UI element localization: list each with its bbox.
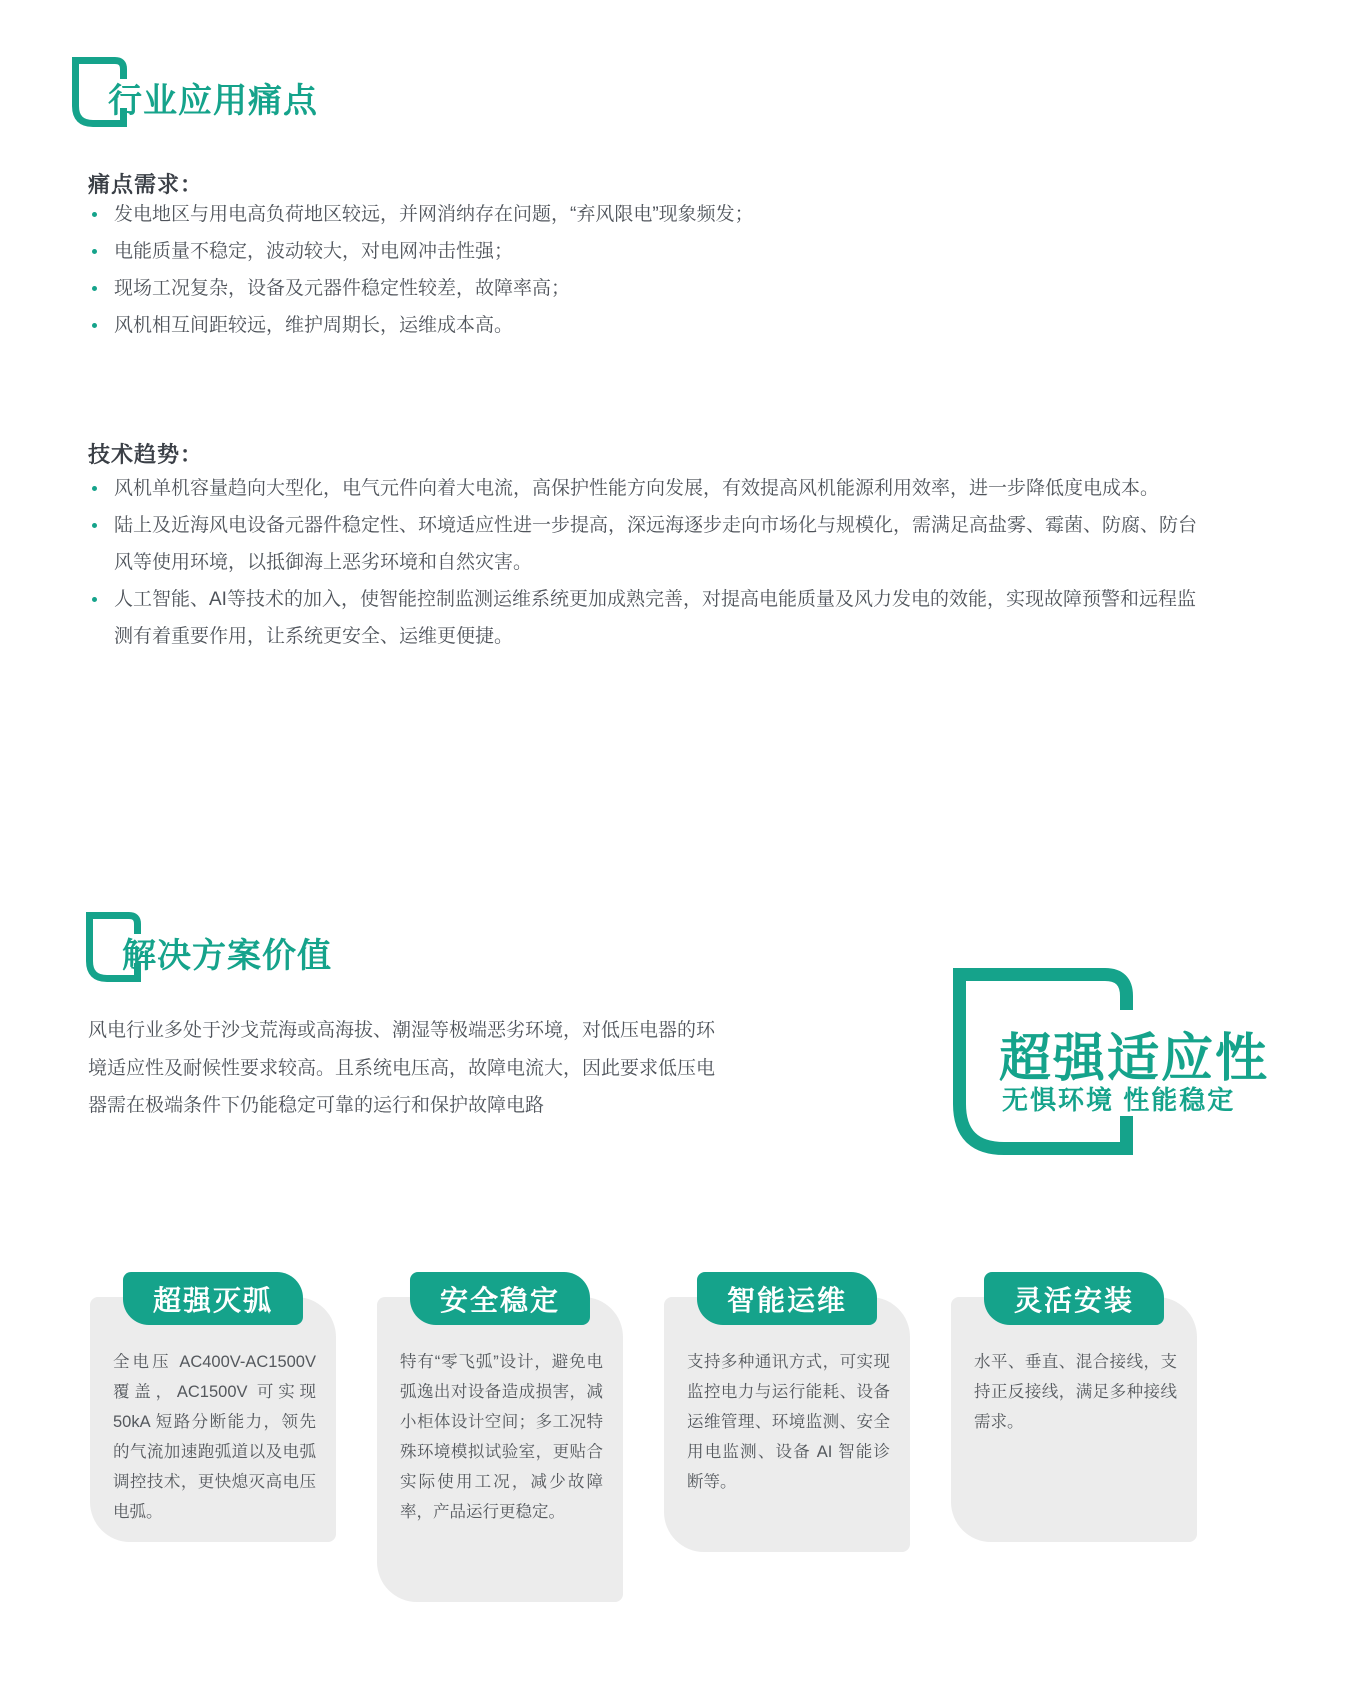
bullet-dot-icon [92, 486, 97, 491]
pain-section-header [72, 57, 472, 127]
card-title-pill: 智能运维 [697, 1272, 877, 1325]
list-item [88, 470, 1198, 507]
feature-subline: 无惧环境 性能稳定 [1002, 1085, 1236, 1115]
pain-trends-list [88, 470, 1198, 655]
bullet-dot-icon [92, 249, 97, 254]
card-flexible-install [951, 1284, 1197, 1542]
card-title-pill: 安全稳定 [410, 1272, 590, 1325]
card-arc-extinguishing [90, 1284, 336, 1542]
card-body-text: 水平、垂直、混合接线，支持正反接线，满足多种接线需求。 [974, 1353, 1177, 1431]
list-item [88, 307, 1198, 344]
list-item [88, 507, 1198, 581]
pain-trends-heading: 技术趋势： [88, 442, 204, 467]
pain-section-title: 行业应用痛点 [108, 82, 318, 120]
value-section-header [86, 912, 486, 982]
bullet-dot-icon [92, 212, 97, 217]
list-item [88, 233, 1198, 270]
bullet-dot-icon [92, 523, 97, 528]
list-item-text: 风机相互间距较远，维护周期长，运维成本高。 [114, 315, 514, 336]
pain-needs-heading: 痛点需求： [88, 172, 204, 197]
card-body-text: 支持多种通讯方式，可实现监控电力与运行能耗、设备运维管理、环境监测、安全用电监测、设备 AI 智能诊断等。 [687, 1353, 890, 1491]
pain-needs-list [88, 196, 1198, 344]
list-item [88, 270, 1198, 307]
feature-headline: 超强适应性 [999, 1030, 1270, 1088]
card-title-pill: 超强灭弧 [123, 1272, 303, 1325]
value-section-title: 解决方案价值 [122, 937, 332, 975]
list-item-text: 陆上及近海风电设备元器件稳定性、环境适应性进一步提高，深远海逐步走向市场化与规模化，需满足高盐雾、霉菌、防腐、防台风等使用环境，以抵御海上恶劣环境和自然灾害。 [114, 515, 1198, 573]
list-item [88, 196, 1198, 233]
feature-badge [953, 968, 1293, 1158]
card-safety-stability [377, 1284, 623, 1602]
list-item-text: 人工智能、AI等技术的加入，使智能控制监测运维系统更加成熟完善，对提高电能质量及风力发电的效能，实现故障预警和远程监测有着重要作用，让系统更安全、运维更便捷。 [114, 589, 1196, 647]
bullet-dot-icon [92, 597, 97, 602]
card-smart-operation [664, 1284, 910, 1552]
card-body-text: 全电压 AC400V-AC1500V 覆盖，AC1500V 可实现 50kA 短路分断能力，领先的气流加速跑弧道以及电弧调控技术，更快熄灭高电压电弧。 [113, 1353, 316, 1521]
value-paragraph: 风电行业多处于沙戈荒海或高海拔、潮湿等极端恶劣环境，对低压电器的环境适应性及耐候性要求较高。且系统电压高，故障电流大，因此要求低压电器需在极端条件下仍能稳定可靠的运行和保护故障电路 [88, 1020, 716, 1116]
list-item-text: 电能质量不稳定，波动较大，对电网冲击性强； [114, 241, 514, 262]
bullet-dot-icon [92, 323, 97, 328]
card-body-text: 特有“零飞弧”设计，避免电弧逸出对设备造成损害，减小柜体设计空间；多工况特殊环境模拟试验室，更贴合实际使用工况，减少故障率，产品运行更稳定。 [400, 1353, 603, 1521]
list-item-text: 发电地区与用电高负荷地区较远，并网消纳存在问题，“弃风限电”现象频发； [114, 204, 754, 225]
card-title-pill: 灵活安装 [984, 1272, 1164, 1325]
list-item [88, 581, 1198, 655]
bullet-dot-icon [92, 286, 97, 291]
list-item-text: 风机单机容量趋向大型化，电气元件向着大电流，高保护性能方向发展，有效提高风机能源利用效率，进一步降低度电成本。 [114, 478, 1160, 499]
list-item-text: 现场工况复杂，设备及元器件稳定性较差，故障率高； [114, 278, 571, 299]
